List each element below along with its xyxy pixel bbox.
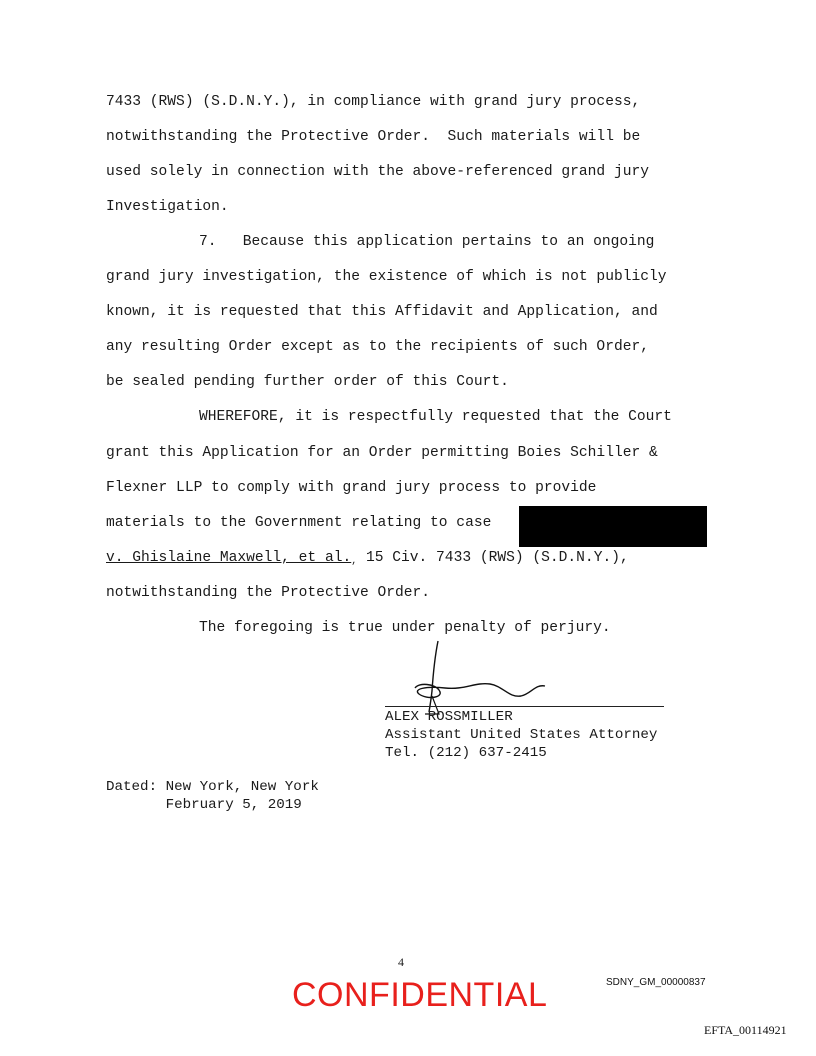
body-line: used solely in connection with the above-referenced grand jury (106, 164, 649, 180)
body-line: 7433 (RWS) (S.D.N.Y.), in compliance with grand jury process, (106, 94, 641, 110)
dated-line: Dated: New York, New York (106, 779, 319, 795)
signer-name: ALEX ROSSMILLER (385, 709, 513, 725)
body-line: any resulting Order except as to the recipients of such Order, (106, 339, 649, 355)
signer-title: Assistant United States Attorney (385, 727, 658, 743)
body-line: Investigation. (106, 199, 229, 215)
signer-phone: Tel. (212) 637-2415 (385, 745, 547, 761)
body-line: notwithstanding the Protective Order. Such materials will be (106, 129, 641, 145)
confidential-stamp: CONFIDENTIAL (292, 976, 548, 1014)
case-citation-line (106, 549, 629, 571)
wherefore-start: WHEREFORE, it is respectfully requested that the Court (199, 409, 672, 425)
body-line: known, it is requested that this Affidavit and Application, and (106, 304, 658, 320)
page-number: 4 (398, 955, 404, 969)
bates-number: SDNY_GM_00000837 (606, 977, 706, 988)
case-separator: , (351, 556, 358, 567)
body-line: materials to the Government relating to case (106, 515, 492, 531)
case-tail: 15 Civ. 7433 (RWS) (S.D.N.Y.), (357, 550, 629, 566)
body-line: grant this Application for an Order permitting Boies Schiller & (106, 445, 658, 461)
body-line: be sealed pending further order of this Court. (106, 374, 509, 390)
paragraph-7-start: 7. Because this application pertains to an ongoing (199, 234, 655, 250)
attestation: The foregoing is true under penalty of perjury. (199, 620, 611, 636)
body-line: Flexner LLP to comply with grand jury process to provide (106, 480, 597, 496)
case-name: v. Ghislaine Maxwell, et al. (106, 550, 352, 566)
efta-number: EFTA_00114921 (704, 1023, 787, 1037)
body-line: notwithstanding the Protective Order. (106, 585, 431, 601)
signature-line (385, 706, 664, 707)
body-line: grand jury investigation, the existence of which is not publicly (106, 269, 667, 285)
dated-date: February 5, 2019 (106, 797, 302, 813)
redaction-box (519, 506, 707, 547)
handwritten-signature (405, 636, 555, 716)
